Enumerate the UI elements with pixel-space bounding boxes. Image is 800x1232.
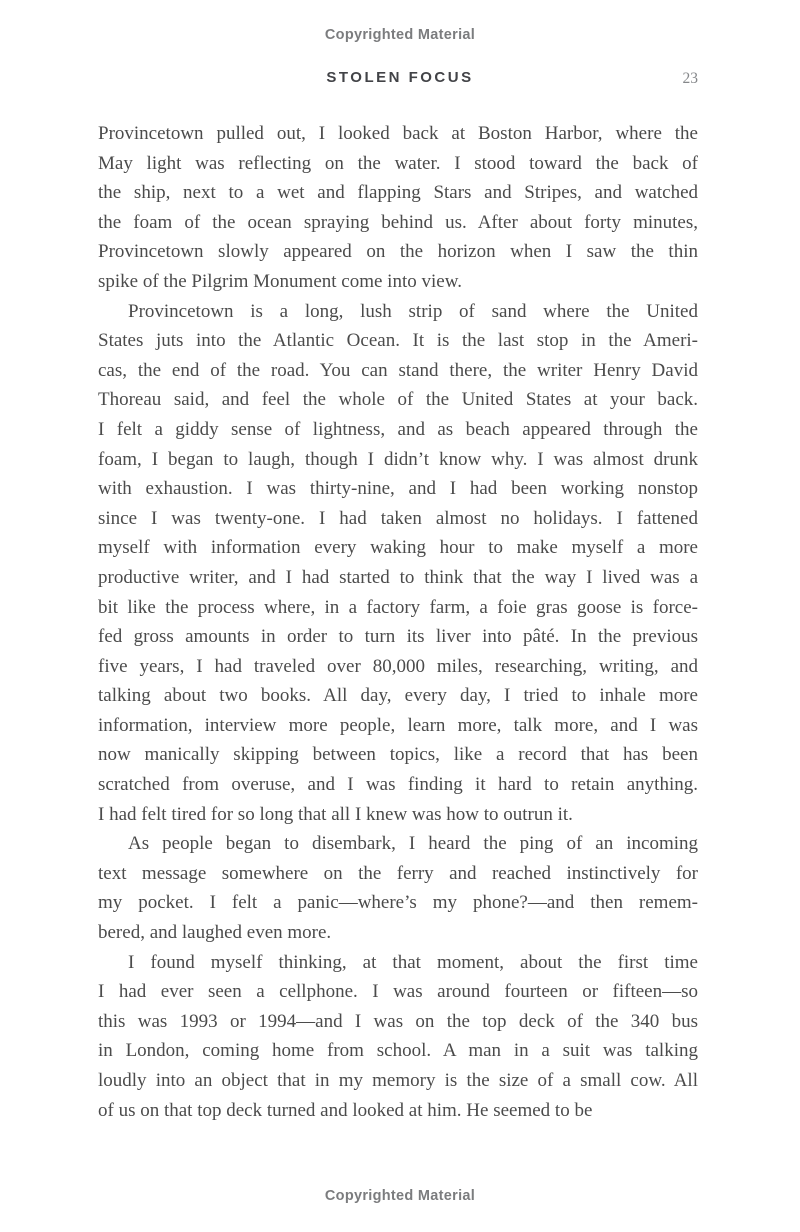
body-line: bit like the process where, in a factory farm, a foie gras goose is force- [98, 596, 698, 618]
body-line: loudly into an object that in my memory is the size of a small cow. All [98, 1070, 698, 1091]
body-line: five years, I had traveled over 80,000 miles, researching, writing, and [98, 655, 698, 677]
body-line: since I was twenty-one. I had taken almost no holidays. I fattened [98, 507, 698, 529]
body-line: Provincetown slowly appeared on the horizon when I saw the thin [98, 241, 698, 263]
body-line: I had felt tired for so long that all I knew was how to outrun it. [98, 803, 573, 825]
body-line: the foam of the ocean spraying behind us. After about forty minutes, [98, 211, 698, 233]
body-line: bered, and laughed even more. [98, 922, 332, 944]
body-line: Provincetown is a long, lush strip of sand where the United [128, 300, 698, 322]
body-line: cas, the end of the road. You can stand there, the writer Henry David [98, 359, 698, 381]
running-head: STOLEN FOCUS [326, 69, 474, 86]
body-line: I had ever seen a cellphone. I was around fourteen or fifteen—so [98, 981, 698, 1003]
body-line: foam, I began to laugh, though I didn’t know why. I was almost drunk [98, 448, 698, 470]
body-line: May light was reflecting on the water. I stood toward the back of [98, 152, 698, 174]
body-line: now manically skipping between topics, like a record that has been [98, 744, 698, 766]
copyright-watermark-bottom: Copyrighted Material [324, 1188, 476, 1204]
body-line: myself with information every waking hour to make myself a more [98, 537, 698, 559]
body-line: my pocket. I felt a panic—where’s my phone?—and then remem- [98, 892, 698, 914]
body-line: talking about two books. All day, every day, I tried to inhale more [98, 685, 698, 707]
body-line: scratched from overuse, and I was finding it hard to retain anything. [98, 774, 698, 796]
body-line: text message somewhere on the ferry and reached instinctively for [98, 862, 698, 884]
paragraph [98, 297, 698, 830]
body-line: of us on that top deck turned and looked at him. He seemed to be [98, 1099, 593, 1121]
body-line: I felt a giddy sense of lightness, and as beach appeared through the [98, 418, 698, 440]
paragraph [98, 948, 698, 1126]
body-line: Thoreau said, and feel the whole of the United States at your back. [98, 389, 698, 411]
body-line: As people began to disembark, I heard the ping of an incoming [128, 833, 698, 855]
body-text [98, 119, 698, 1125]
body-line: productive writer, and I had started to think that the way I lived was a [98, 566, 698, 588]
body-line: with exhaustion. I was thirty-nine, and I had been working nonstop [98, 478, 698, 500]
body-line: Provincetown pulled out, I looked back at Boston Harbor, where the [98, 123, 698, 144]
body-line: fed gross amounts in order to turn its liver into pâté. In the previous [98, 626, 698, 648]
copyright-watermark-top: Copyrighted Material [324, 27, 476, 43]
body-line: I found myself thinking, at that moment, about the first time [128, 951, 698, 973]
body-line: States juts into the Atlantic Ocean. It is the last stop in the Ameri- [98, 330, 698, 352]
paragraph [98, 119, 698, 297]
body-line: in London, coming home from school. A man in a suit was talking [98, 1040, 698, 1062]
body-line: this was 1993 or 1994—and I was on the top deck of the 340 bus [98, 1010, 698, 1032]
body-line: the ship, next to a wet and flapping Stars and Stripes, and watched [98, 182, 698, 204]
paragraph [98, 829, 698, 947]
page-number: 23 [682, 70, 698, 87]
body-line: spike of the Pilgrim Monument come into view. [98, 270, 462, 292]
body-line: information, interview more people, learn more, talk more, and I was [98, 714, 698, 736]
